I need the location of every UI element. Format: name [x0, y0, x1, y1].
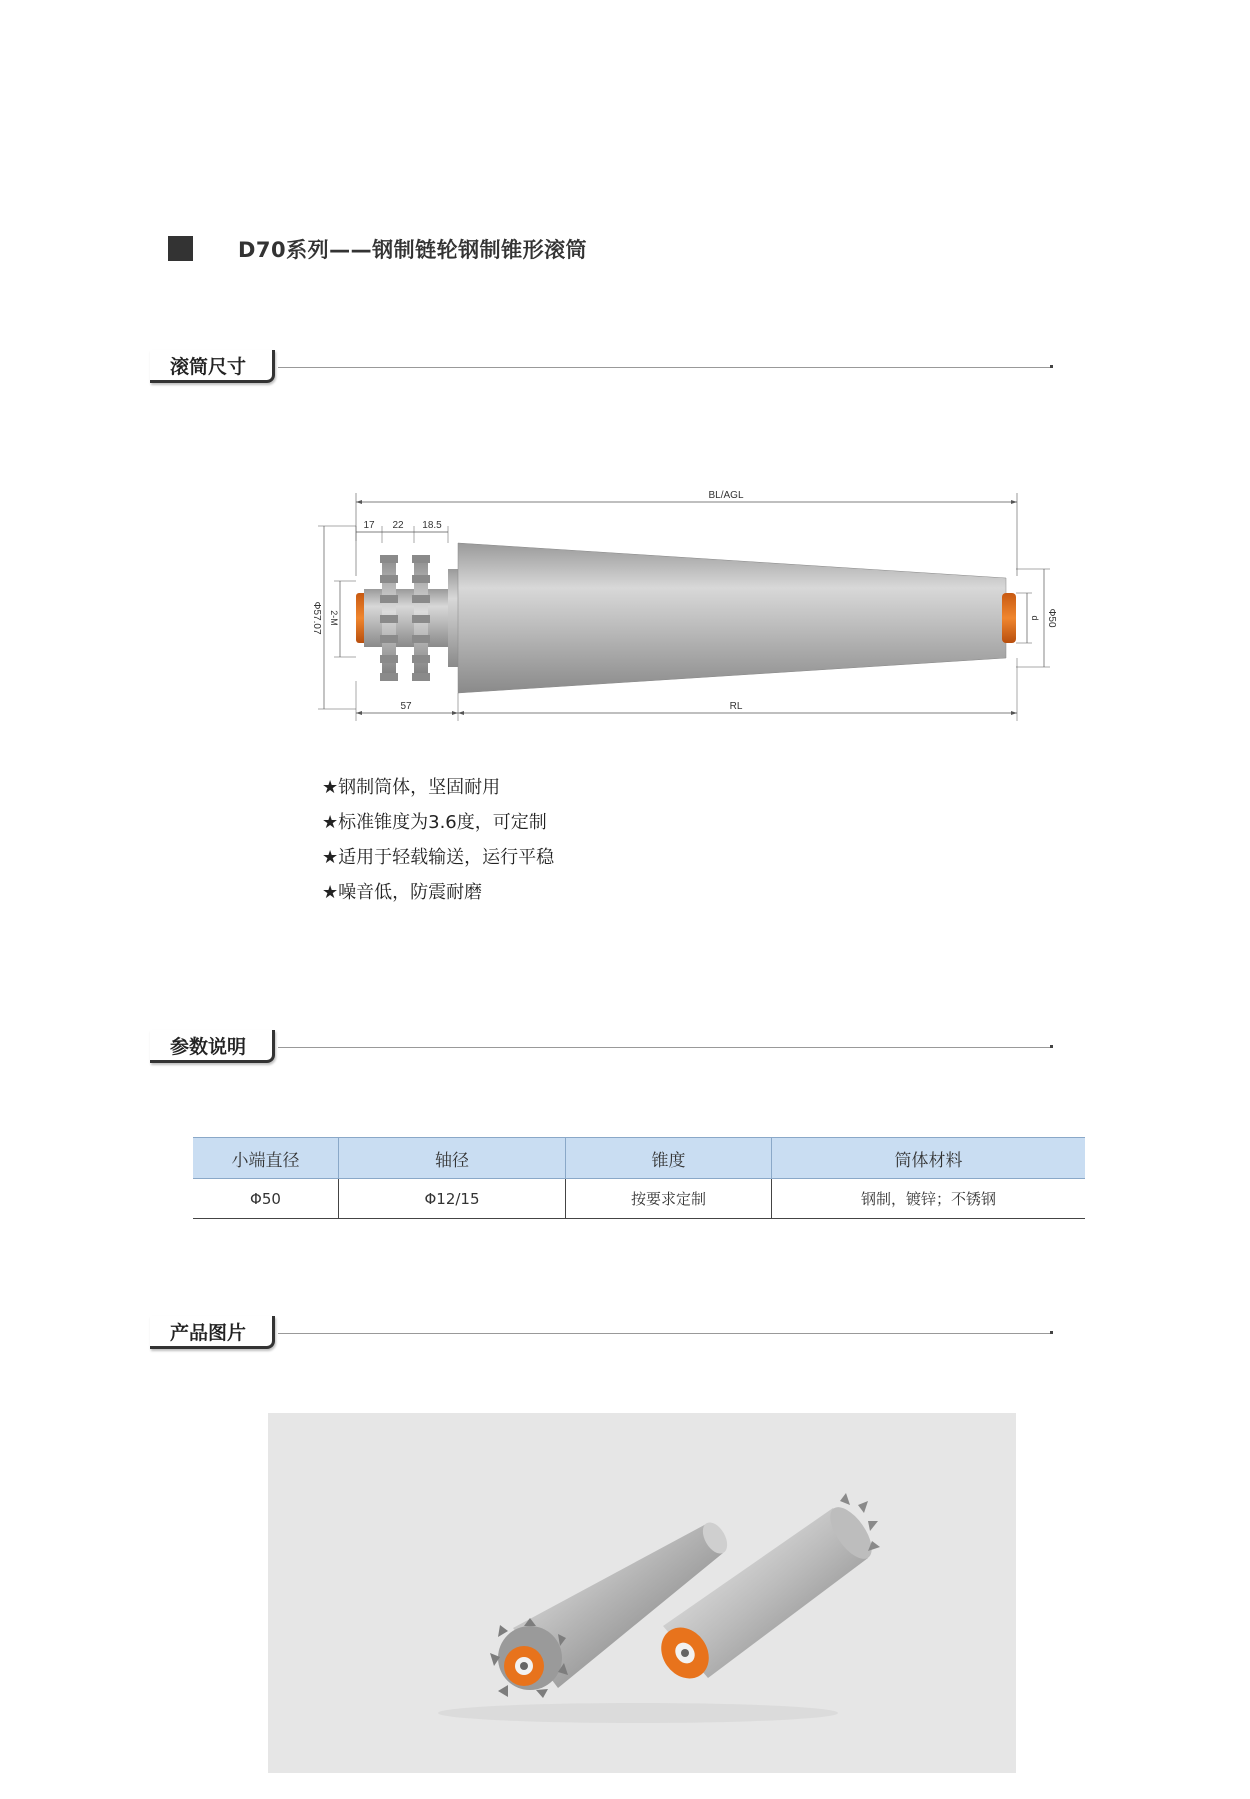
column-header-tube-material: 筒体材料	[772, 1138, 1086, 1179]
section-header-dimensions	[150, 350, 1050, 390]
table-header-row	[193, 1138, 1085, 1179]
section-label-dimensions: 滚筒尺寸	[170, 356, 247, 378]
section-divider-end	[1050, 365, 1053, 368]
label-22: 22	[392, 520, 404, 531]
parameter-table	[193, 1137, 1085, 1219]
label-dia-50: Φ50	[1046, 608, 1057, 628]
section-header-parameters	[150, 1030, 1050, 1070]
title-square	[168, 236, 193, 261]
section-divider-end	[1050, 1331, 1053, 1334]
dimension-gear-widths	[356, 520, 448, 543]
section-divider	[278, 1047, 1050, 1048]
table-cell: 钢制，镀锌；不锈钢	[772, 1179, 1086, 1219]
feature-list	[322, 770, 554, 910]
table-cell: 按要求定制	[566, 1179, 772, 1219]
right-end-cap	[1002, 593, 1016, 643]
label-18-5: 18.5	[422, 520, 442, 531]
label-rl: RL	[729, 701, 743, 712]
label-d: d	[1030, 615, 1040, 621]
roller-dimension-drawing	[311, 481, 1076, 743]
column-header-taper: 锥度	[566, 1138, 772, 1179]
label-17: 17	[363, 520, 375, 531]
column-header-shaft-diameter: 轴径	[339, 1138, 566, 1179]
feature-item: ★噪音低，防震耐磨	[322, 882, 483, 903]
section-label-photos: 产品图片	[170, 1322, 247, 1344]
section-label-parameters: 参数说明	[170, 1036, 247, 1058]
feature-item: ★标准锥度为3.6度，可定制	[322, 812, 547, 833]
label-2m: 2-M	[329, 610, 339, 626]
page-title: D70系列——钢制链轮钢制锥形滚筒	[238, 238, 588, 262]
table-row	[193, 1179, 1085, 1219]
sprocket-1	[380, 555, 398, 681]
feature-item: ★适用于轻载输送，运行平稳	[322, 847, 555, 868]
dimension-right-diameter	[1016, 569, 1057, 667]
label-57: 57	[400, 701, 412, 712]
tapered-tube	[458, 543, 1006, 693]
product-photo-illustration	[268, 1413, 1016, 1773]
section-divider	[278, 1333, 1050, 1334]
section-header-photos	[150, 1316, 1050, 1356]
table-cell: Φ50	[193, 1179, 339, 1219]
section-divider-end	[1050, 1045, 1053, 1048]
table-cell: Φ12/15	[339, 1179, 566, 1219]
sprocket-2	[412, 555, 430, 681]
label-bl-agl: BL/AGL	[708, 490, 744, 501]
feature-item: ★钢制筒体，坚固耐用	[322, 777, 501, 798]
product-photo	[268, 1413, 1016, 1773]
gear-hub	[364, 589, 454, 647]
tube-collar	[448, 569, 458, 667]
label-dia-57: Φ57.07	[311, 601, 322, 635]
column-header-small-end-diameter: 小端直径	[193, 1138, 339, 1179]
straight-roller-photo	[651, 1493, 880, 1688]
section-divider	[278, 367, 1050, 368]
dimension-left-diameter	[311, 526, 356, 709]
